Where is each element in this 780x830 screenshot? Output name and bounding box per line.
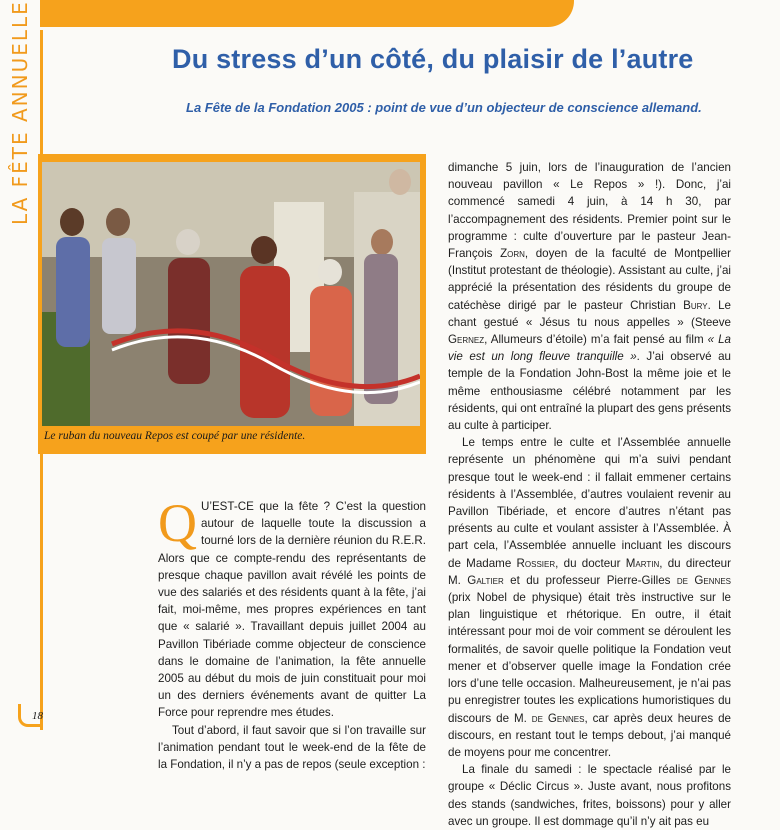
text-run: La finale du samedi : le spectacle réalisé par le groupe « Déclic Circus ». Juste avant, nous profitons des stands (sandwiches, frites, boissons) pour y aller avec un groupe. Il est dommage qu’il n’y ait pas eu	[448, 763, 731, 828]
paragraph	[158, 722, 426, 774]
text-run: , du docteur	[555, 556, 626, 570]
section-band	[0, 0, 40, 768]
paragraph	[448, 434, 731, 761]
text-run: , doyen de la faculté de Montpellier (Institut protestant de théologie). Assistant au culte, j’ai apprécié la présentation des résidents du groupe de catéchèse dirigé par le pasteur Christian	[448, 247, 731, 312]
text-run: , Allumeurs d’étoile) m’a fait pensé au film	[484, 333, 708, 347]
person-name: Gernez	[448, 333, 485, 347]
text-run: , car après deux heures de discours, en restant tout le temps debout, j’ai manqué de moyens pour me concentrer.	[448, 711, 732, 759]
person-name: Galtier	[467, 573, 504, 587]
text-run: , du directeur M.	[448, 556, 731, 587]
ribbon-cutting-photo	[42, 162, 420, 426]
article-title: Du stress d’un côté, du plaisir de l’autre	[172, 44, 694, 74]
page-number: 18	[32, 710, 43, 722]
right-column	[448, 159, 731, 830]
text-run: Le temps entre le culte et l’Assemblée annuelle représente un phénomène qui m’a suivi pendant presque tout le week-end : il fallait emmener certains résidents à l’Assemblée, d’autres voulaient revenir au Pavillon Tibériade, et encore d’autres n’étant pas présents au culte et voulant assister à l’Assemblée. À part cela, l’Assemblée annuelle incluant les discours de Madame	[448, 436, 731, 570]
paragraph	[448, 761, 731, 830]
photo-illustration	[42, 162, 420, 426]
top-accent-band	[0, 0, 574, 27]
person-name: Martin	[625, 556, 660, 570]
text-run: U’EST-CE que la fête ? C’est la question autour de laquelle toute la discussion a tourné lors de la dernière réunion du R.E.R. Alors que ce compte-rendu des représentants de presque chaque pavillon avait révélé les points de vue des salariés et des résidents quant à la fête, j’ai fait, moi-même, mes propres expériences en tant que « salarié ». Travaillant depuis juillet 2004 au Pavillon Tibériade comme objecteur de conscience dans le domaine de l’animation, la fête annuelle 2005 au début du mois de juin constituait pour moi un des derniers événements avant de quitter La Force pour reprendre mes études.	[158, 500, 426, 720]
text-run: dimanche 5 juin, lors de l’inauguration de l’ancien nouveau pavillon « Le Repos » !). Donc, j’ai commencé samedi 4 juin, à 14 h 30, par l’accompagnement des résidents. Premier point sur le programme : culte d’ouverture par le pasteur Jean-François	[448, 161, 731, 261]
text-run: (prix Nobel de physique) était très instructive sur le plan linguistique et rhétorique. En outre, il était intéressant pour moi de voir comment se déroulent les formalités, de savoir quelle politique la Fondation veut mener et d’observer quelle image la Fondation crée lors d’une telle occasion. Malheureusement, je n’ai pas pu enregistrer toutes les explications humoristiques du discours de M.	[448, 591, 731, 725]
italic-title: « La vie est un long fleuve tranquille »	[448, 333, 731, 364]
person-name: Rossier	[516, 556, 556, 570]
text-run: . J’ai observé au temple de la Fondation John-Bost la même joie et le même enthousiasme célébré notamment par les résidents, qui ont entraîné la plupart des gens présents au culte à participer.	[448, 350, 731, 433]
text-run: et du professeur Pierre-Gilles	[503, 573, 677, 587]
left-column	[158, 493, 426, 773]
photo-caption: Le ruban du nouveau Repos est coupé par une résidente.	[44, 430, 306, 442]
paragraph	[158, 493, 426, 722]
paragraph	[448, 159, 731, 434]
person-name: Bury	[683, 298, 708, 312]
person-name: de Gennes	[531, 711, 585, 725]
text-run: . Le chant gestué « Jésus tu nous appelles » (Steeve	[448, 298, 731, 329]
section-label: LA FÊTE ANNUELLE	[8, 0, 32, 225]
person-name: Zorn	[500, 247, 525, 261]
person-name: de Gennes	[676, 573, 731, 587]
article-subtitle: La Fête de la Fondation 2005 : point de vue d’un objecteur de conscience allemand.	[186, 100, 702, 115]
drop-cap: Q	[158, 493, 197, 553]
text-run: Tout d’abord, il faut savoir que si l’on travaille sur l’animation pendant tout le week-end de la fête de la Fondation, il n’y a pas de repos (seule exception :	[158, 723, 426, 772]
